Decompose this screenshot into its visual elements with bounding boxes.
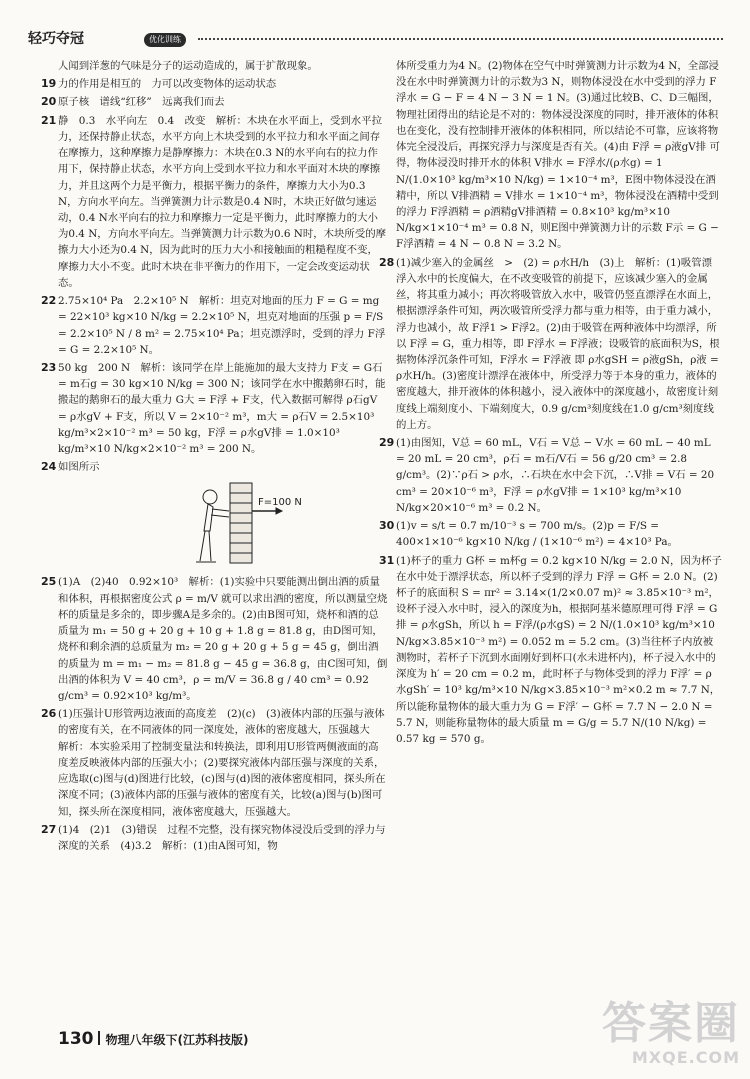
answer-23 (41, 359, 388, 457)
brand-logo: 轻巧夺冠 (28, 31, 84, 47)
answer-text: (1)杯子的重力 G杯 = m杯g = 0.2 kg×10 N/kg = 2.0 N，因为杯子在水中处于漂浮状态，所以杯子受到的浮力 F浮 = G杯 = 2.0 N。(2)杯子的底面积 S = πr² = 3.14×(1/2×0.07 m)² ≈ 3.85×10⁻³ m²，设杯子浸入水中时，浸入的深度为h，根据阿基米德原理可得 F浮 = G排 = ρ水gSh，所以 h = F浮/(ρ水gS) = 2 N/(1.0×10³ kg/m³×10 N/kg×3.85×10⁻³ m²) = 0.052 m = 5.2 cm。(3)当往杯子内放被测物时，若杯子下沉到水面刚好到杯口(水未进杯内)，杯子浸入水中的深度为 h′ = 20 cm = 0.2 m，此时杯子与物体受到的浮力 F浮′ = ρ水gSh′ = 10³ kg/m³×10 N/kg×3.85×10⁻³ m²×0.2 m ≈ 7.7 N，所以能称量物体的最大重力为 G = F浮′ − G杯 = 7.7 N − 2.0 N = 5.7 N，则能称量物体的最大质量 m = G/g = 5.7 N/(10 N/kg) = 0.57 kg = 570 g。 (396, 554, 722, 745)
answer-number: 27 (41, 822, 57, 836)
answer-24 (41, 458, 388, 475)
answer-text: 如图所示 (58, 461, 100, 474)
answer-text: 体所受重力为4 N。(2)物体在空气中时弹簧测力计示数为4 N，全部浸没在水中时弹簧测力计的示数为3 N，则物体浸没在水中受到的浮力 F浮水 = G − F = 4 N − 3 N = 1 N。(3)通过比较B、C、D三幅图，物理社团得出的结论是不对的：物体浸没深度的同时，排开液体的体积也在变化，没有控制排开液体的体积相同，所以结论不可靠，应该将物体完全浸没后，再探究浮力与深度是否有关。(4)由 F浮 = ρ液gV排 可得，物体浸没时排开水的体积 V排水 = F浮水/(ρ水g) = 1 N/(1.0×10³ kg/m³×10 N/kg) = 1×10⁻⁴ m³，E图中物体浸没在酒精中，所以 V排酒精 = V排水 = 1×10⁻⁴ m³，物体浸没在酒精中受到的浮力 F浮酒精 = ρ酒精gV排酒精 = 0.8×10³ kg/m³×10 N/kg×1×10⁻⁴ m³ = 0.8 N，则E图中弹簧测力计的示数 F示 = G − F浮酒精 = 4 N − 0.8 N = 3.2 N。 (396, 60, 720, 251)
answer-26 (41, 705, 388, 820)
answer-30 (379, 517, 722, 550)
answer-text: 力的作用是相互的 力可以改变物体的运动状态 (58, 78, 277, 91)
answer-number: 29 (379, 436, 395, 450)
answer-number: 19 (41, 77, 57, 91)
answer-28 (379, 254, 722, 433)
watermark (570, 998, 740, 1071)
answer-27-continuation (396, 58, 722, 253)
answer-number: 24 (41, 460, 57, 474)
answer-29 (379, 434, 722, 516)
answer-number: 22 (41, 294, 57, 308)
answer-number: 20 (41, 95, 57, 109)
answer-number: 25 (41, 575, 57, 589)
answer-text: 静 0.3 水平向左 0.4 改变 解析：木块在水平面上，受到水平拉力，还保持静止状态，水平方向上木块受到的水平拉力和水平面之间存在摩擦力，这种摩擦力是静摩擦力：木块在0.3 N的水平向右的拉力作用下，保持静止状态，水平方向上受到水平拉力和水平面对木块的摩擦力，并且这两个力是平衡力，根据平衡力的条件，摩擦力大小为0.3 N，方向水平向左。当弹簧测力计示数是0.4 N时，木块正好做匀速运动，0.4 N水平向右的拉力和摩擦力一定是平衡力，此时摩擦力的大小为0.4 N，方向水平向左。当弹簧测力计示数为0.6 N时，木块所受的摩擦力大小还为0.4 N，因为此时的压力大小和接触面的粗糙程度不变，摩擦力大小不变。此时木块在非平衡力的作用下，一定会改变运动状态。 (58, 114, 386, 289)
person-pushing-wall-illustration (158, 479, 308, 567)
answer-text: 人闻到洋葱的气味是分子的运动造成的，属于扩散现象。 (58, 60, 318, 72)
answer-text: (1)4 (2)1 (3)错误 过程不完整，没有探究物体浸没后受到的浮力与深度的关系 (4)3.2 解析：(1)由A图可知，物 (58, 823, 386, 852)
answer-22 (41, 292, 388, 358)
brand-badge: 优化训练 (144, 33, 186, 47)
answer-text: (1)压强计U形管两边液面的高度差 (2)(c) (3)液体内部的压强与液体的密度有关，在不同液体的同一深度处，液体的密度越大，压强越大 解析：本实验采用了控制变量法和转换法，即利用U形管两侧液面的高度差反映液体内部的压强大小；(2)要探究液体内部压强与深度的关系，应选取(c)图与(d)图进行比较，(c)图与(d)图的液体密度相同，探头所在深度不同；(3)液体内部的压强与液体的密度有关，比较(a)图与(b)图可知，探头所在深度相同，液体密度越大，压强越大。 (58, 708, 386, 818)
answer-continuation (58, 58, 388, 74)
answer-25 (41, 573, 388, 704)
answer-number: 23 (41, 360, 57, 374)
book-title: 物理八年级下(江苏科技版) (105, 1033, 249, 1047)
answer-19 (41, 75, 388, 92)
answer-27 (41, 821, 388, 854)
page-header (28, 28, 723, 50)
answer-number: 26 (41, 707, 57, 721)
right-column (379, 58, 722, 748)
answer-text: (1)v = s/t = 0.7 m/10⁻³ s = 700 m/s。(2)p = F/S = 400×1×10⁻⁶ kg×10 N/kg / (1×10⁻⁶ m²) = 4×10³ Pa。 (396, 520, 678, 549)
footer-divider (98, 1031, 100, 1045)
answer-text: (1)由图知，V总 = 60 mL，V石 = V总 − V水 = 60 mL − 40 mL = 20 mL = 20 cm³，ρ石 = m石/V石 = 56 g/20 cm³ = 2.8 g/cm³。(2)∵ρ石 > ρ水，∴石块在水中会下沉，∴V排 = V石 = 20 cm³ = 20×10⁻⁶ m³，F浮 = ρ水gV排 = 1×10³ kg/m³×10 N/kg×20×10⁻⁶ m³ = 0.2 N。 (396, 437, 715, 514)
watermark-url: MXQE.COM (631, 1048, 740, 1068)
answer-20 (41, 93, 388, 110)
page-footer (58, 1026, 248, 1053)
answer-number: 30 (379, 519, 395, 533)
answer-31 (379, 552, 722, 748)
header-divider (198, 38, 723, 40)
answer-text: 50 kg 200 N 解析：该同学在岸上能施加的最大支持力 F支 = G石 = m石g = 30 kg×10 N/kg = 300 N；该同学在水中搬鹅卵石时，能搬起的鹅卵石的最大重力 G大 = F浮 + F支，代入数据可解得 ρ石gV = ρ水gV + F支，所以 V = 2×10⁻² m³，m大 = ρ石V = 2.5×10³ kg/m³×2×10⁻² m³ = 50 kg，F浮 = ρ水gV排 = 1.0×10³ kg/m³×10 N/kg×2×10⁻² m³ = 200 N。 (58, 361, 386, 456)
page-number: 130 (58, 1029, 94, 1049)
answer-21 (41, 112, 388, 291)
answer-number: 28 (379, 255, 395, 269)
force-figure (158, 479, 308, 567)
answer-number: 31 (379, 553, 395, 567)
answer-text: 2.75×10⁴ Pa 2.2×10⁵ N 解析：坦克对地面的压力 F = G = mg = 22×10³ kg×10 N/kg = 2.2×10⁵ N，坦克对地面的压强 p = F/S = 2.2×10⁵ N / 8 m² = 2.75×10⁴ Pa；坦克漂浮时，受到的浮力 F浮 = G = 2.2×10⁵ N。 (58, 295, 386, 356)
force-label: F=100 N (258, 497, 302, 509)
answer-number: 21 (41, 113, 57, 127)
answer-text: (1)减少塞入的金属丝 > (2) = ρ水H/h (3)上 解析：(1)吸管漂浮入水中的长度偏大，在不改变吸管的前提下，应该减少塞入的金属丝，将其重力减小；再次将吸管放入水中，吸管仍竖直漂浮在水面上，根据漂浮条件可知，两次吸管所受浮力都与重力相等，由于重力减小，浮力也减小，故 F浮1 > F浮2。(2)由于吸管在两种液体中均漂浮，所以 F浮 = G，重力相等，即 F浮水 = F浮液；设吸管的底面积为S，根据物体浮沉条件可知，F浮水 = F浮液 即 ρ水gSH = ρ液gSh，ρ液 = ρ水H/h。(3)密度计漂浮在液体中，所受浮力等于本身的重力，液体的密度越大，排开液体的体积越小，浸入液体中的深度越小，故密度计刻度线上端刻度小、下端刻度大，0.9 g/cm³刻度线在1.0 g/cm³刻度线的上方。 (396, 256, 720, 431)
left-column (41, 58, 388, 855)
answer-text: (1)A (2)40 0.92×10³ 解析：(1)实验中只要能测出倒出酒的质量和体积，再根据密度公式 ρ = m/V 就可以求出酒的密度，所以测量空烧杯的质量是多余的，即步骤A是多余的。(2)由B图可知，烧杯和酒的总质量为 m₁ = 50 g + 20 g + 10 g + 1.8 g = 81.8 g，由D图可知，烧杯和剩余酒的总质量为 m₂ = 20 g + 20 g + 5 g = 45 g，倒出酒的质量为 m = m₁ − m₂ = 81.8 g − 45 g = 36.8 g，由C图可知，倒出酒的体积为 V = 40 cm³，ρ = m/V = 36.8 g / 40 cm³ = 0.92 g/cm³ = 0.92×10³ kg/m³。 (58, 576, 388, 702)
answer-text: 原子核 谱线“红移” 远离我们而去 (58, 96, 225, 109)
watermark-text: 答案圈 (602, 998, 740, 1050)
